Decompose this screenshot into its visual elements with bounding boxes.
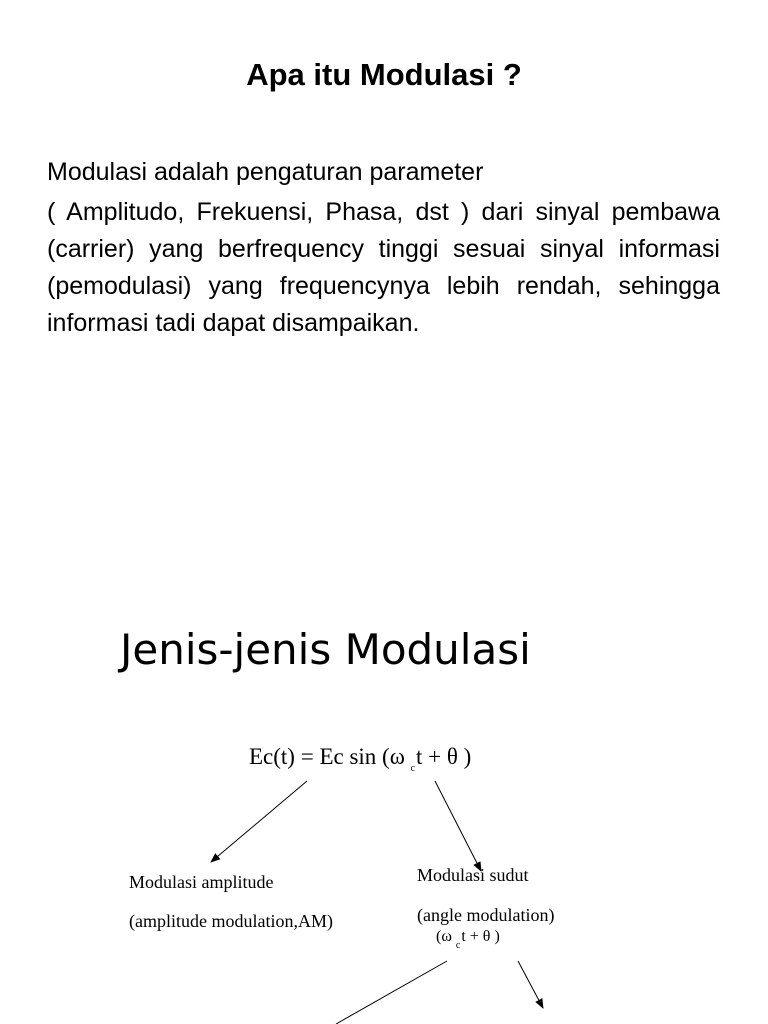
angle-formula-right: t + θ ) [461, 928, 500, 945]
angle-formula-left: (ω [436, 928, 456, 945]
formula-subscript: c [410, 763, 416, 774]
am-label: Modulasi amplitude [129, 872, 274, 892]
slide-1-title: Apa itu Modulasi ? [246, 57, 522, 92]
arrow-to-angle [435, 781, 481, 871]
arrow-from-angle-right [518, 961, 543, 1008]
definition-intro: Modulasi adalah pengaturan parameter [47, 158, 484, 186]
arrow-to-am [211, 781, 307, 862]
formula-left: Ec(t) = Ec sin (ω [249, 744, 411, 769]
am-sublabel: (amplitude modulation,AM) [129, 911, 333, 931]
angle-sublabel: (angle modulation) [417, 905, 555, 925]
definition-body: ( Amplitudo, Frekuensi, Phasa, dst ) dari sinyal pembawa (carrier) yang berfrequency tinggi sesuai sinyal informasi (pemodulasi) yang frequencynya lebih rendah, sehingga informasi tadi dapat disampaikan. [47, 198, 720, 337]
branch-arrows [0, 520, 768, 1024]
slide-2 [0, 520, 768, 1024]
arrow-from-angle-left [336, 961, 447, 1024]
angle-formula-subscript: c [455, 940, 461, 951]
angle-formula [436, 926, 500, 950]
slide-2-title: Jenis-jenis Modulasi [120, 625, 531, 674]
angle-label: Modulasi sudut [417, 865, 529, 885]
formula-right: t + θ ) [416, 744, 472, 769]
